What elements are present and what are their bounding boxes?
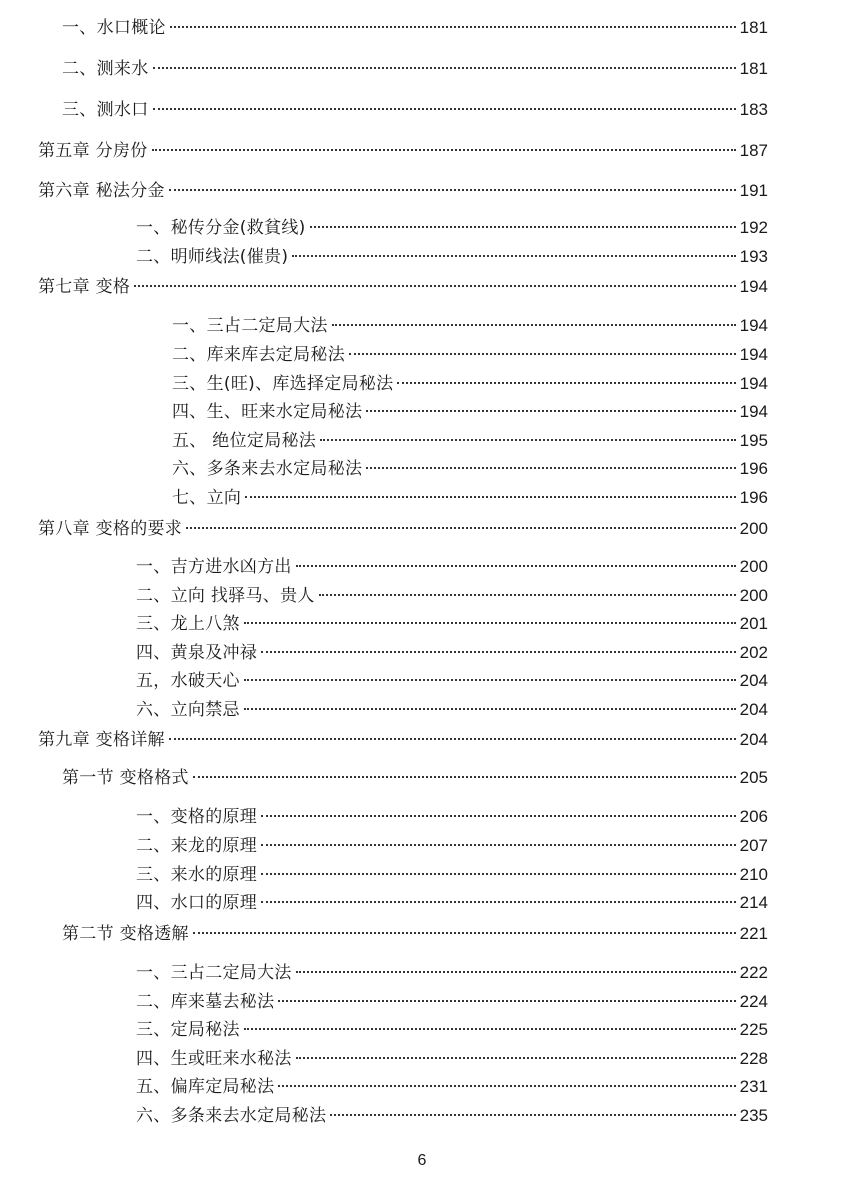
toc-entry-page: 194: [739, 374, 768, 393]
leader-dots: [244, 708, 736, 710]
toc-entry-label: 第五章 分房份: [38, 141, 148, 161]
leader-dots: [244, 622, 736, 624]
toc-entry-page: 194: [739, 402, 768, 421]
toc-entry-page: 194: [739, 277, 768, 296]
toc-entry-page: 221: [739, 924, 768, 943]
toc-entry: [136, 613, 768, 635]
toc-entry-label: 一、三占二定局大法: [136, 963, 292, 983]
toc-entry: [62, 58, 768, 80]
toc-entry: [136, 962, 768, 984]
toc-entry: [136, 217, 768, 239]
toc-entry-page: 193: [739, 247, 768, 266]
toc-entry-page: 214: [739, 893, 768, 912]
toc-entry-page: 194: [739, 345, 768, 364]
toc-entry: [136, 864, 768, 886]
leader-dots: [278, 1000, 735, 1002]
toc-entry: [136, 991, 768, 1013]
leader-dots: [320, 439, 736, 441]
toc-entry-page: 231: [739, 1077, 768, 1096]
toc-entry: [172, 344, 768, 366]
toc-entry-label: 一、水口概论: [62, 18, 166, 38]
toc-entry-page: 235: [739, 1106, 768, 1125]
toc-entry-label: 六、立向禁忌: [136, 700, 240, 720]
toc-entry-page: 192: [739, 218, 768, 237]
toc-entry: [136, 585, 768, 607]
toc-entry-label: 第一节 变格格式: [62, 768, 189, 788]
toc-entry-label: 四、生、旺来水定局秘法: [172, 402, 363, 422]
toc-entry: [136, 670, 768, 692]
toc-entry: [172, 487, 768, 509]
leader-dots: [244, 1028, 736, 1030]
toc-entry: [38, 276, 768, 298]
toc-entry-page: 183: [739, 100, 768, 119]
toc-entry: [172, 430, 768, 452]
toc-entry-label: 二、立向 找驿马、贵人: [136, 586, 315, 606]
toc-entry: [38, 518, 768, 540]
leader-dots: [296, 1057, 736, 1059]
toc-entry-label: 一、秘传分金(救貧线): [136, 218, 306, 238]
toc-entry-label: 七、立向: [172, 488, 242, 508]
toc-entry: [136, 835, 768, 857]
toc-entry-label: 一、变格的原理: [136, 807, 258, 827]
toc-entry: [62, 767, 768, 789]
toc-entry: [136, 642, 768, 664]
toc-entry: [172, 401, 768, 423]
toc-entry-page: 205: [739, 768, 768, 787]
toc-entry-page: 181: [739, 18, 768, 37]
toc-entry-label: 三、龙上八煞: [136, 614, 240, 634]
toc-entry-page: 222: [739, 963, 768, 982]
toc-entry-page: 191: [739, 181, 768, 200]
leader-dots: [296, 971, 736, 973]
toc-entry-label: 三、生(旺)、库选择定局秘法: [172, 374, 394, 394]
toc-entry-label: 六、多条来去水定局秘法: [136, 1106, 327, 1126]
leader-dots: [186, 527, 736, 529]
toc-entry: [136, 246, 768, 268]
toc-entry-page: 187: [739, 141, 768, 160]
toc-entry-label: 五、偏库定局秘法: [136, 1077, 275, 1097]
toc-entry-page: 204: [739, 700, 768, 719]
toc-entry-page: 204: [739, 730, 768, 749]
toc-entry-label: 第七章 变格: [38, 277, 131, 297]
toc-entry-page: 225: [739, 1020, 768, 1039]
toc-entry-page: 228: [739, 1049, 768, 1068]
toc-entry: [38, 180, 768, 202]
toc-entry-label: 第二节 变格透解: [62, 924, 189, 944]
toc-entry-label: 第八章 变格的要求: [38, 519, 183, 539]
toc-entry-label: 三、测水口: [62, 100, 149, 120]
leader-dots: [296, 565, 736, 567]
toc-entry-page: 200: [739, 586, 768, 605]
toc-entry-page: 207: [739, 836, 768, 855]
toc-entry-label: 三、定局秘法: [136, 1020, 240, 1040]
leader-dots: [170, 26, 736, 28]
leader-dots: [330, 1114, 735, 1116]
leader-dots: [152, 149, 736, 151]
leader-dots: [244, 679, 736, 681]
leader-dots: [261, 873, 736, 875]
toc-entry-page: 204: [739, 671, 768, 690]
toc-entry-page: 200: [739, 519, 768, 538]
toc-entry-page: 201: [739, 614, 768, 633]
leader-dots: [366, 467, 735, 469]
toc-entry: [136, 1019, 768, 1041]
toc-entry: [136, 1048, 768, 1070]
toc-entry-label: 四、水口的原理: [136, 893, 258, 913]
leader-dots: [332, 324, 736, 326]
toc-entry-label: 二、库来墓去秘法: [136, 992, 275, 1012]
toc-entry-label: 六、多条来去水定局秘法: [172, 459, 363, 479]
leader-dots: [245, 496, 735, 498]
toc-entry: [136, 1105, 768, 1127]
toc-entry-page: 210: [739, 865, 768, 884]
toc-entry-page: 202: [739, 643, 768, 662]
leader-dots: [292, 255, 735, 257]
toc-entry-page: 196: [739, 459, 768, 478]
leader-dots: [310, 226, 736, 228]
toc-entry-label: 第九章 变格详解: [38, 730, 165, 750]
leader-dots: [261, 901, 736, 903]
toc-entry: [136, 699, 768, 721]
toc-entry: [172, 458, 768, 480]
toc-entry: [172, 315, 768, 337]
leader-dots: [366, 410, 735, 412]
toc-entry-label: 二、库来库去定局秘法: [172, 345, 345, 365]
toc-entry: [136, 806, 768, 828]
toc-entry-page: 181: [739, 59, 768, 78]
toc-entry-page: 196: [739, 488, 768, 507]
toc-entry: [136, 892, 768, 914]
toc-entry: [136, 556, 768, 578]
toc-entry-page: 194: [739, 316, 768, 335]
leader-dots: [169, 738, 736, 740]
toc-entry: [62, 17, 768, 39]
toc-entry-label: 一、三占二定局大法: [172, 316, 328, 336]
toc-entry: [38, 140, 768, 162]
toc-entry: [38, 729, 768, 751]
toc-entry-page: 195: [739, 431, 768, 450]
leader-dots: [153, 67, 736, 69]
leader-dots: [319, 594, 736, 596]
toc-entry-label: 五，水破天心: [136, 671, 240, 691]
toc-entry: [136, 1076, 768, 1098]
toc-entry-page: 200: [739, 557, 768, 576]
leader-dots: [153, 108, 736, 110]
toc-entry-label: 二、来龙的原理: [136, 836, 258, 856]
toc-entry-label: 四、黄泉及冲禄: [136, 643, 258, 663]
leader-dots: [261, 651, 736, 653]
toc-entry-page: 224: [739, 992, 768, 1011]
toc-entry: [172, 373, 768, 395]
leader-dots: [193, 776, 736, 778]
toc-entry-label: 四、生或旺来水秘法: [136, 1049, 292, 1069]
toc-entry-label: 五、 绝位定局秘法: [172, 431, 317, 451]
toc-entry-page: 206: [739, 807, 768, 826]
leader-dots: [134, 285, 735, 287]
leader-dots: [261, 844, 736, 846]
leader-dots: [397, 382, 735, 384]
toc-entry: [62, 923, 768, 945]
toc-entry-label: 一、吉方进水凶方出: [136, 557, 292, 577]
toc-entry-label: 第六章 秘法分金: [38, 181, 165, 201]
toc-entry: [62, 99, 768, 121]
leader-dots: [349, 353, 736, 355]
leader-dots: [278, 1085, 735, 1087]
leader-dots: [169, 189, 736, 191]
toc-entry-label: 三、来水的原理: [136, 865, 258, 885]
leader-dots: [261, 815, 736, 817]
leader-dots: [193, 932, 736, 934]
footer-page-number: 6: [417, 1152, 427, 1169]
toc-entry-label: 二、测来水: [62, 59, 149, 79]
toc-entry-label: 二、明师线法(催贵): [136, 247, 289, 267]
